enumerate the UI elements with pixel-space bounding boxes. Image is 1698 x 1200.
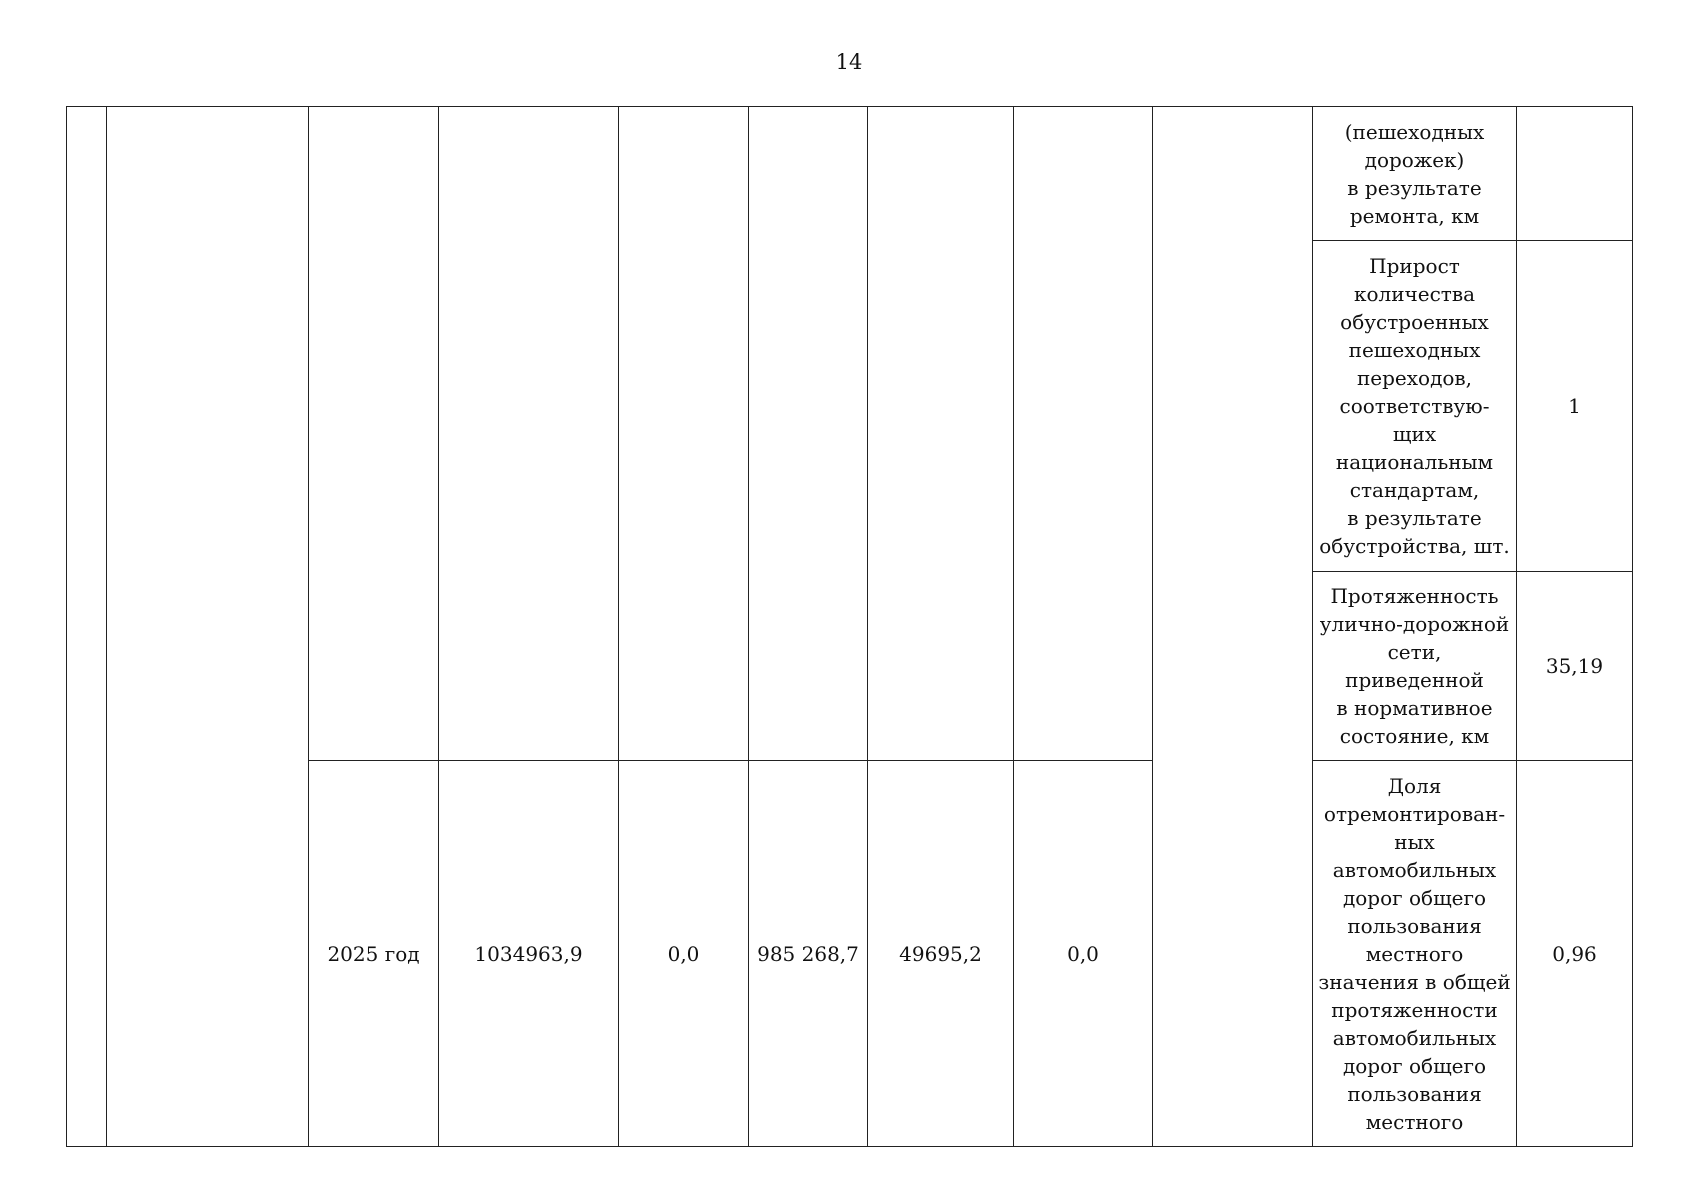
indicator-line: обустройства, шт. [1319, 534, 1510, 558]
executor-cell [1153, 107, 1313, 1147]
indicator-line: переходов, [1356, 366, 1473, 390]
local-budget-cell-empty [868, 107, 1014, 761]
indicator-line: пользования [1347, 913, 1482, 938]
indicator-line: дорожек) [1364, 147, 1465, 172]
indicator-line: сети, [1387, 640, 1442, 664]
indicator-line: соответствую- [1339, 394, 1490, 418]
table-row [67, 107, 1633, 241]
local-budget-cell: 49695,2 [868, 761, 1014, 1147]
indicator-line: в результате [1347, 506, 1482, 530]
indicator-value-cell: 35,19 [1517, 572, 1633, 761]
indicator-name-cell [1313, 107, 1517, 241]
number-cell [67, 107, 107, 1147]
program-table [66, 106, 1633, 1147]
federal-budget-cell: 0,0 [619, 761, 749, 1147]
indicator-line: состояние, км [1339, 724, 1490, 748]
regional-budget-cell-empty [749, 107, 868, 761]
other-sources-cell: 0,0 [1014, 761, 1153, 1147]
indicator-line: ремонта, км [1349, 203, 1480, 228]
indicator-line: местного [1365, 1109, 1464, 1134]
indicator-name-cell [1313, 572, 1517, 761]
page-number: 14 [835, 50, 863, 74]
indicator-name-cell [1313, 241, 1517, 572]
indicator-line: дорог общего [1342, 1053, 1487, 1078]
indicator-line: автомобильных [1332, 1025, 1497, 1050]
federal-budget-cell-empty [619, 107, 749, 761]
indicator-line: (пешеходных [1344, 119, 1485, 144]
indicator-line: протяженности [1331, 997, 1498, 1022]
total-cell: 1034963,9 [439, 761, 619, 1147]
indicator-value-cell: 1 [1517, 241, 1633, 572]
year-cell-empty [309, 107, 439, 761]
indicator-line: Протяженность [1330, 584, 1499, 608]
indicator-line: национальным [1335, 450, 1494, 474]
indicator-line: приведенной [1345, 668, 1484, 692]
other-sources-cell-empty [1014, 107, 1153, 761]
indicator-line: значения в общей [1318, 969, 1511, 994]
indicator-line: стандартам, [1349, 478, 1480, 502]
indicator-name-cell [1313, 761, 1517, 1147]
indicator-value-cell [1517, 107, 1633, 241]
indicator-line: в результате [1347, 175, 1482, 200]
measure-name-cell [107, 107, 309, 1147]
indicator-line: обустроенных [1340, 310, 1489, 334]
indicator-line: количества [1353, 282, 1476, 306]
indicator-line: пешеходных [1348, 338, 1481, 362]
indicator-line: отремонтирован- [1323, 801, 1506, 826]
indicator-line: улично-дорожной [1319, 612, 1510, 636]
regional-budget-cell: 985 268,7 [749, 761, 868, 1147]
indicator-line: ных [1394, 829, 1435, 854]
indicator-line: Доля [1387, 773, 1442, 798]
indicator-line: местного [1365, 941, 1464, 966]
indicator-line: дорог общего [1342, 885, 1487, 910]
indicator-line: пользования [1347, 1081, 1482, 1106]
indicator-line: щих [1392, 422, 1437, 446]
program-table-wrapper [66, 106, 1633, 1147]
indicator-line: автомобильных [1332, 857, 1497, 882]
year-cell: 2025 год [309, 761, 439, 1147]
indicator-line: Прирост [1369, 254, 1460, 278]
total-cell-empty [439, 107, 619, 761]
indicator-line: в нормативное [1336, 696, 1493, 720]
indicator-value-cell: 0,96 [1517, 761, 1633, 1147]
